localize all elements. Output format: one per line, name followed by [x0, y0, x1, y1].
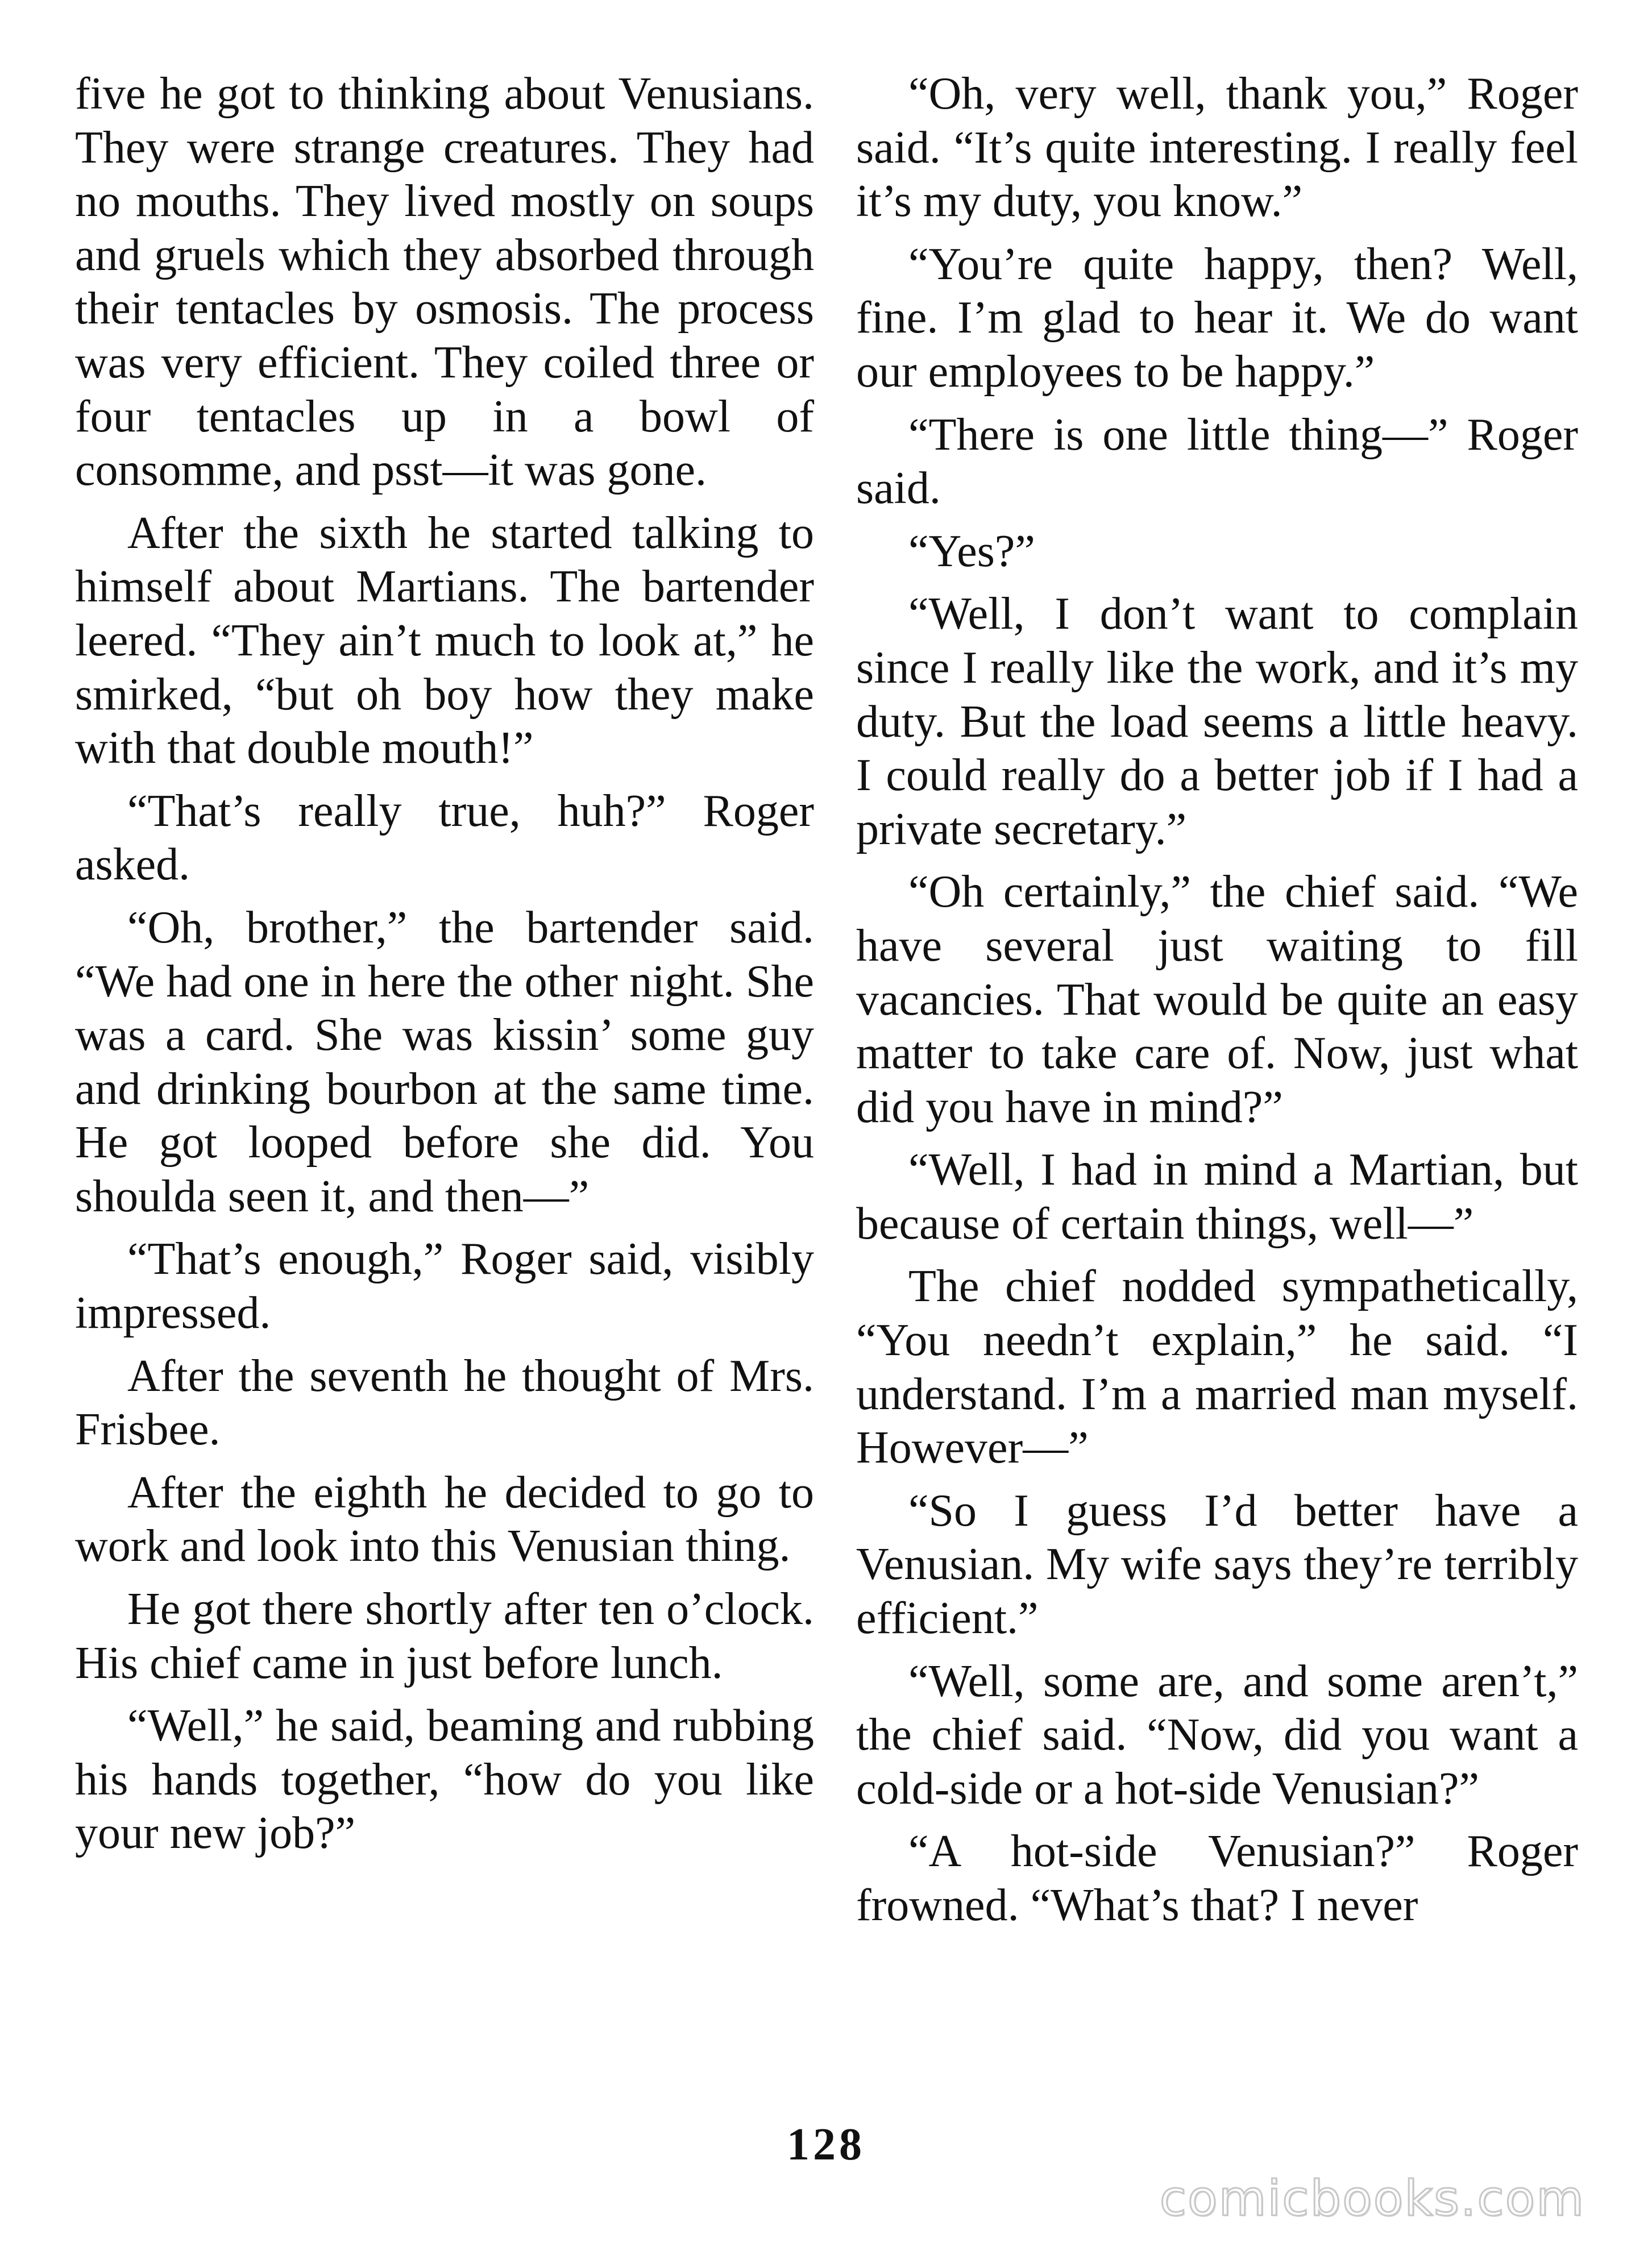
- paragraph: After the seventh he thought of Mrs. Frisbee.: [75, 1351, 814, 1455]
- left-text-column: [75, 67, 814, 1870]
- paragraph: “Well,” he said, beaming and rubbing his hands together, “how do you like your new job?”: [75, 1701, 814, 1859]
- watermark: comicbooks.com: [1159, 2170, 1585, 2227]
- paragraph: After the sixth he started talking to himself about Martians. The bartender leered. “They ain’t much to look at,” he smirked, “but oh boy how they make with that double mouth!”: [75, 508, 814, 774]
- paragraph: He got there shortly after ten o’clock. His chief came in just before lunch.: [75, 1584, 814, 1688]
- page-number: 128: [787, 2120, 865, 2170]
- paragraph: After the eighth he decided to go to work and look into this Venusian thing.: [75, 1467, 814, 1572]
- paragraph: “Oh certainly,” the chief said. “We have several just waiting to fill vacancies. That would be quite an easy matter to take care of. Now, just what did you have in mind?”: [856, 867, 1578, 1132]
- paragraph: The chief nodded sympathetically, “You needn’t explain,” he said. “I understand. I’m a married man myself. However—”: [856, 1261, 1578, 1473]
- paragraph: “Well, I had in mind a Martian, but because of certain things, well—”: [856, 1145, 1578, 1249]
- paragraph: five he got to thinking about Venusians. They were strange creatures. They had no mouths. They lived mostly on soups and gruels which they absorbed through their tentacles by osmosis. The process was very efficient. They coiled three or four tentacles up in a bowl of consomme, and psst—it was gone.: [75, 69, 814, 496]
- paragraph: “So I guess I’d better have a Venusian. My wife says they’re terribly efficient.”: [856, 1485, 1578, 1644]
- paragraph: “Yes?”: [908, 526, 1035, 576]
- paragraph: “Oh, brother,” the bartender said. “We had one in here the other night. She was a card. She was kissin’ some guy and drinking bourbon at the same time. He got looped before she did. You shoulda seen it, and then—”: [75, 902, 814, 1222]
- right-text-column: [856, 67, 1578, 1942]
- paragraph: “Oh, very well, thank you,” Roger said. “It’s quite interesting. I really feel it’s my duty, you know.”: [856, 69, 1578, 227]
- paragraph: “There is one little thing—” Roger said.: [856, 409, 1578, 514]
- paragraph: “You’re quite happy, then? Well, fine. I’m glad to hear it. We do want our employees to be happy.”: [856, 239, 1578, 397]
- paragraph: “A hot-side Venusian?” Roger frowned. “What’s that? I never: [856, 1826, 1578, 1930]
- paragraph: “That’s really true, huh?” Roger asked.: [75, 786, 814, 890]
- paragraph: “That’s enough,” Roger said, visibly impressed.: [75, 1234, 814, 1339]
- paragraph: “Well, I don’t want to complain since I really like the work, and it’s my duty. But the load seems a little heavy. I could really do a better job if I had a private secretary.”: [856, 589, 1578, 854]
- paragraph: “Well, some are, and some aren’t,” the chief said. “Now, did you want a cold-side or a hot-side Venusian?”: [856, 1656, 1578, 1814]
